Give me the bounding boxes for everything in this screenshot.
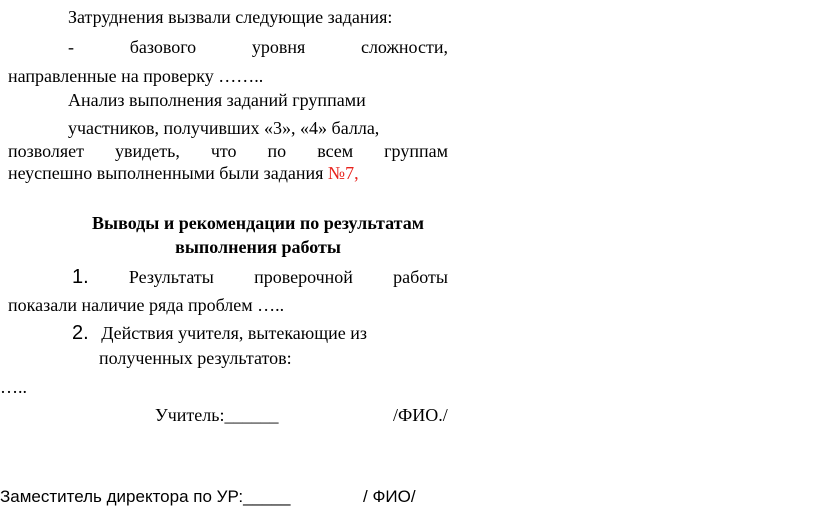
intro-line-3: направленные на проверку …….. xyxy=(8,66,264,86)
analysis-line-4 xyxy=(8,162,359,184)
item-1-number: 1. xyxy=(72,266,89,288)
item-1-line-2: показали наличие ряда проблем ….. xyxy=(8,295,285,315)
ellipsis: ….. xyxy=(0,377,27,397)
word: сложности, xyxy=(360,37,448,57)
word: что xyxy=(210,141,237,161)
word: увидеть, xyxy=(115,141,180,161)
intro-line-2 xyxy=(68,36,448,58)
word: базового xyxy=(129,37,197,57)
task-number-highlight: №7, xyxy=(327,163,359,183)
word: Результаты xyxy=(128,267,214,287)
analysis-line-2: участников, получивших «3», «4» балла, xyxy=(68,118,380,138)
word: всем xyxy=(317,141,354,161)
analysis-line-3 xyxy=(8,140,448,162)
deputy-signature: Заместитель директора по УР:_____ xyxy=(0,487,291,506)
word: по xyxy=(267,141,287,161)
word: проверочной xyxy=(254,267,353,287)
word: работы xyxy=(393,267,448,287)
teacher-fio: /ФИО./ xyxy=(393,405,448,425)
teacher-signature: Учитель:______ xyxy=(155,405,279,425)
deputy-fio: / ФИО/ xyxy=(363,487,416,506)
conclusions-heading-1: Выводы и рекомендации по результатам xyxy=(92,213,424,233)
item-2-line-1 xyxy=(72,322,367,344)
word: уровня xyxy=(251,37,306,57)
analysis-line-1: Анализ выполнения заданий группами xyxy=(68,90,366,110)
intro-line-1: Затруднения вызвали следующие задания: xyxy=(68,7,393,27)
item-2-line-2: полученных результатов: xyxy=(99,348,292,368)
word: группам xyxy=(384,141,448,161)
item-1-line-1 xyxy=(72,266,448,288)
word: позволяет xyxy=(8,141,84,161)
analysis-text: неуспешно выполненными были задания xyxy=(8,163,324,183)
item-2-number: 2. xyxy=(72,322,89,344)
item-2-text: Действия учителя, вытекающие из xyxy=(101,323,367,343)
conclusions-heading-2: выполнения работы xyxy=(175,237,341,257)
dash: - xyxy=(68,37,74,57)
